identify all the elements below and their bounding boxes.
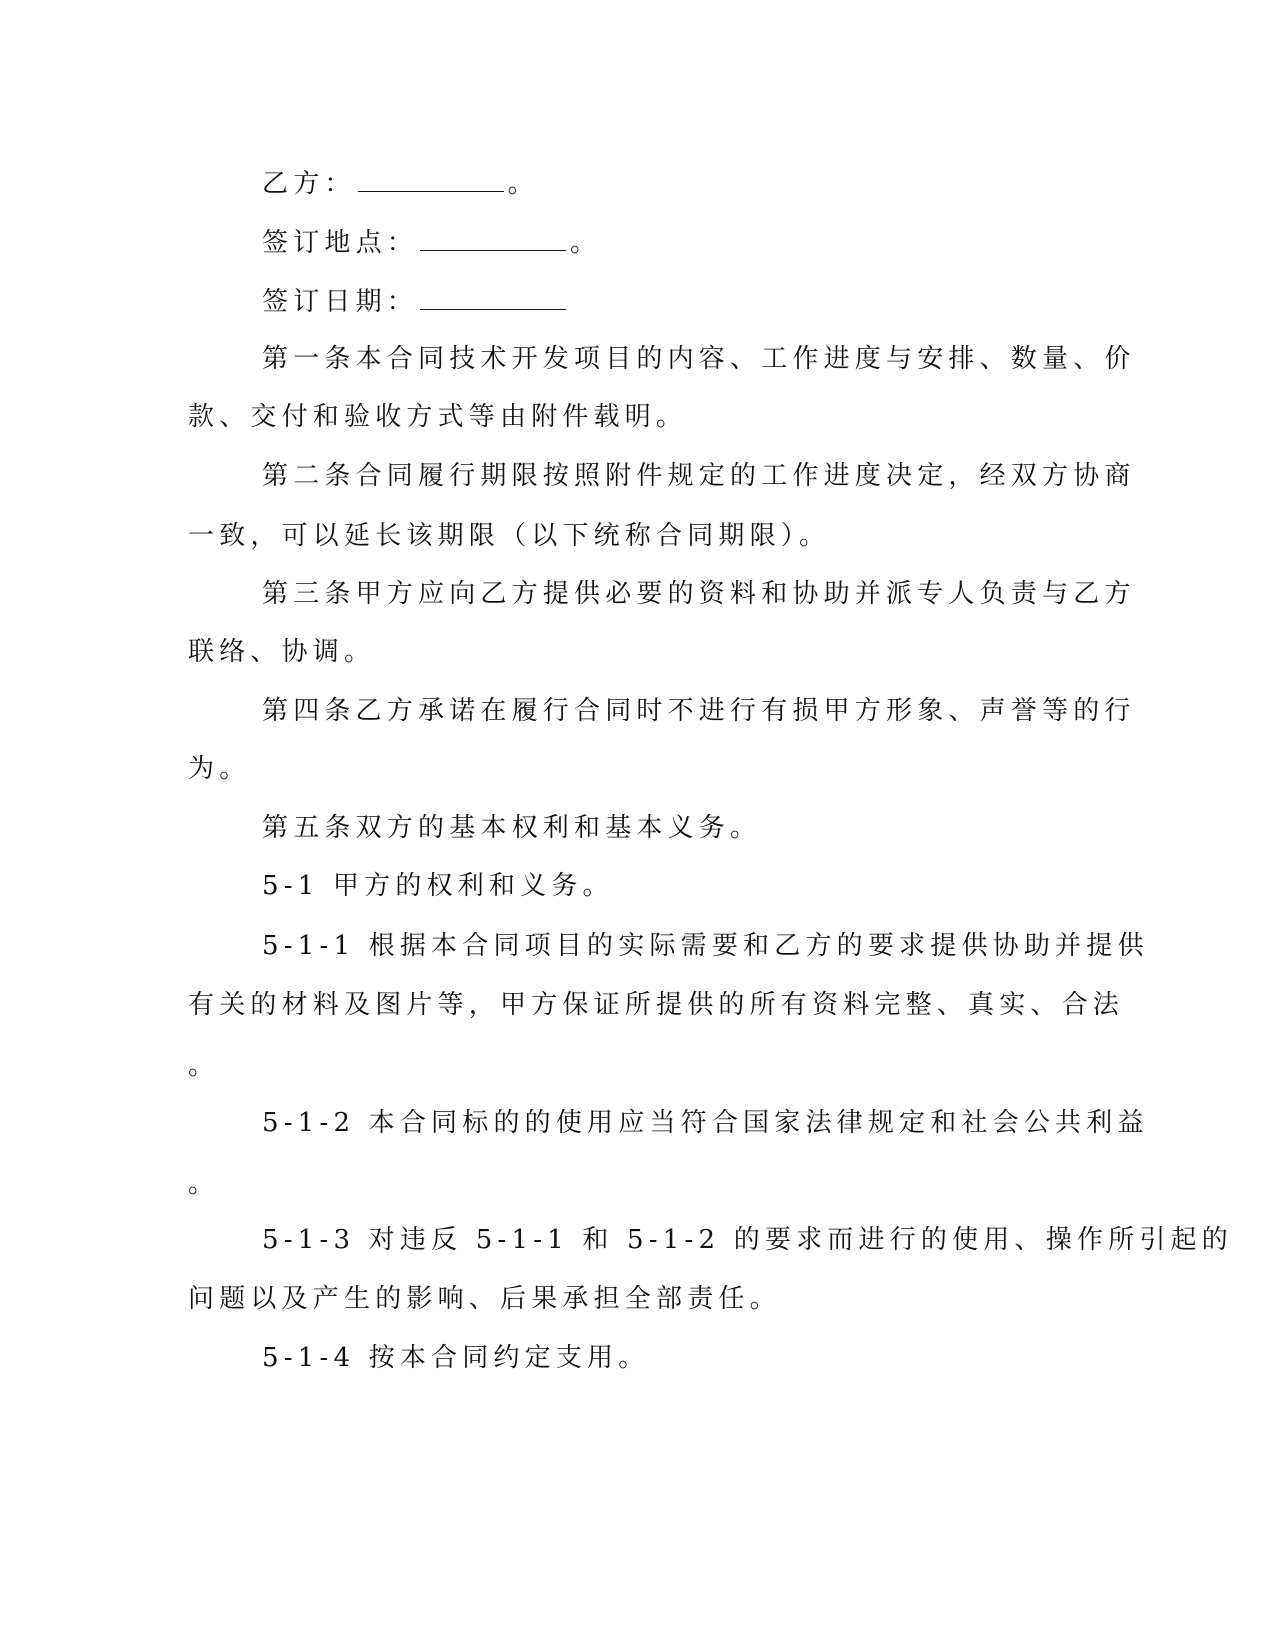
clause-5-1-4-line-1: 5-1-4 按本合同约定支用。 xyxy=(262,1343,650,1373)
sign-place-label: 签订地点： xyxy=(262,228,419,258)
clause-5-1-3-line-1: 5-1-3 对违反 5-1-1 和 5-1-2 的要求而进行的使用、操作所引起的 xyxy=(262,1225,1233,1255)
article-4-line-2: 为。 xyxy=(188,754,251,784)
sign-place-field xyxy=(262,224,1162,261)
sign-place-end: 。 xyxy=(570,228,602,258)
clause-5-1-1-line-2: 有关的材料及图片等，甲方保证所提供的所有资料完整、真实、合法 xyxy=(188,990,1125,1020)
clause-5-1-1-line-3: 。 xyxy=(188,1051,220,1081)
article-3-line-1: 第三条甲方应向乙方提供必要的资料和协助并派专人负责与乙方 xyxy=(262,579,1136,609)
party-b-blank xyxy=(358,165,504,192)
sign-place-blank xyxy=(420,224,566,251)
clause-5-1-2-line-1: 5-1-2 本合同标的的使用应当符合国家法律规定和社会公共利益 xyxy=(262,1108,1149,1138)
clause-5-1-2-line-2: 。 xyxy=(188,1169,220,1199)
party-b-end: 。 xyxy=(507,169,539,199)
article-1-line-2: 款、交付和验收方式等由附件载明。 xyxy=(188,402,688,432)
article-4-line-1: 第四条乙方承诺在履行合同时不进行有损甲方形象、声誉等的行 xyxy=(262,696,1136,726)
article-2-line-1: 第二条合同履行期限按照附件规定的工作进度决定，经双方协商 xyxy=(262,461,1136,491)
section-5-1-heading: 5-1 甲方的权利和义务。 xyxy=(262,871,614,901)
sign-date-label: 签订日期： xyxy=(262,287,419,317)
clause-5-1-3-line-2: 问题以及产生的影响、后果承担全部责任。 xyxy=(188,1284,781,1314)
article-1-line-1: 第一条本合同技术开发项目的内容、工作进度与安排、数量、价 xyxy=(262,344,1136,374)
article-3-line-2: 联络、协调。 xyxy=(188,637,376,667)
clause-5-1-1-line-1: 5-1-1 根据本合同项目的实际需要和乙方的要求提供协助并提供 xyxy=(262,931,1149,961)
party-b-field xyxy=(262,165,1162,202)
sign-date-blank xyxy=(420,283,566,310)
article-2-line-2: 一致，可以延长该期限（以下统称合同期限）。 xyxy=(188,521,831,551)
party-b-label: 乙方： xyxy=(262,169,356,199)
article-5-heading: 第五条双方的基本权利和基本义务。 xyxy=(262,813,762,843)
sign-date-field xyxy=(262,283,1162,320)
